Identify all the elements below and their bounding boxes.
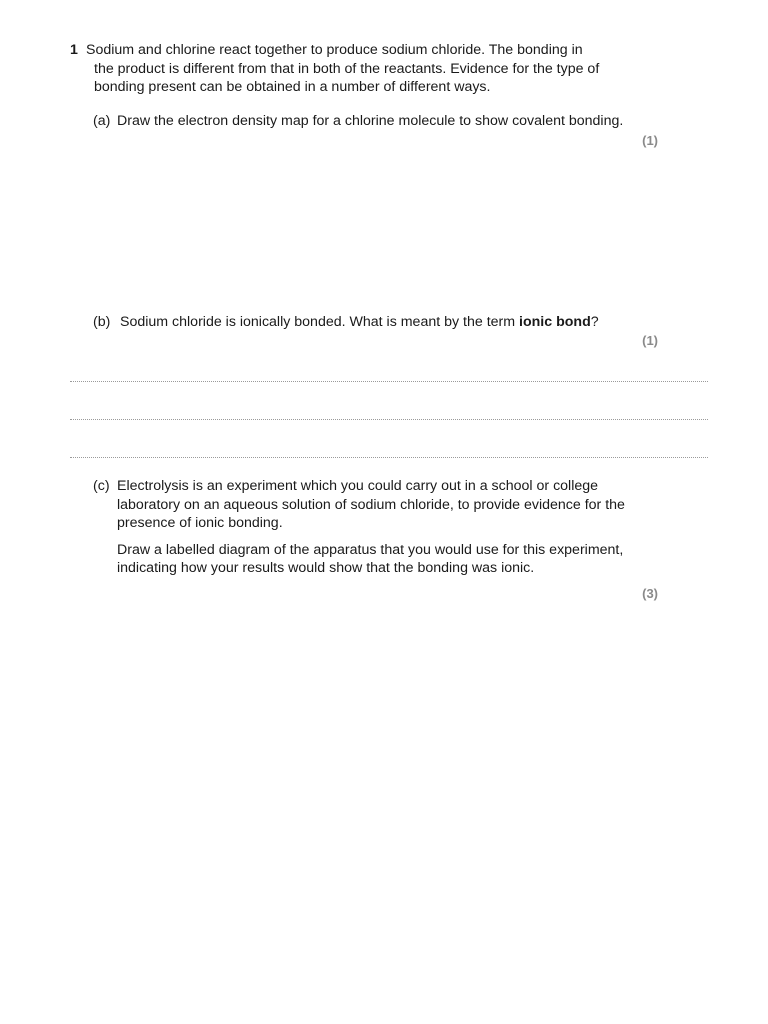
part-a-drawing-area[interactable] bbox=[70, 155, 708, 305]
part-c-marks: (3) bbox=[642, 586, 658, 601]
part-c-label: (c) bbox=[93, 478, 110, 494]
part-c-drawing-area[interactable] bbox=[70, 610, 708, 990]
part-b-text-after: ? bbox=[590, 314, 599, 330]
stem-line-1: Sodium and chlorine react together to produce sodium chloride. The bonding in bbox=[86, 42, 583, 58]
part-a-text: Draw the electron density map for a chlorine molecule to show covalent bonding. bbox=[117, 113, 624, 129]
answer-line-1[interactable] bbox=[70, 381, 708, 382]
part-b-text bbox=[120, 313, 650, 332]
part-c-para1-line-2: laboratory on an aqueous solution of sodium chloride, to provide evidence for the bbox=[117, 496, 625, 513]
question-number: 1 bbox=[70, 42, 78, 58]
part-c-para1-line-3: presence of ionic bonding. bbox=[117, 515, 283, 531]
stem-line-3: bonding present can be obtained in a number of different ways. bbox=[94, 79, 491, 95]
part-b-text-before: Sodium chloride is ionically bonded. What is meant by the term bbox=[120, 314, 520, 330]
part-c-para2-line-2: indicating how your results would show that the bonding was ionic. bbox=[117, 560, 535, 576]
part-b-marks: (1) bbox=[642, 333, 658, 348]
stem-line-2: the product is different from that in both of the reactants. Evidence for the type of bbox=[94, 60, 600, 77]
answer-line-2[interactable] bbox=[70, 419, 708, 420]
part-a-marks: (1) bbox=[642, 133, 658, 148]
part-c-text bbox=[117, 477, 647, 578]
answer-line-3[interactable] bbox=[70, 457, 708, 458]
part-c-para1-line-1: Electrolysis is an experiment which you could carry out in a school or college bbox=[117, 478, 599, 494]
part-b-label: (b) bbox=[93, 314, 111, 330]
part-c-para2-line-1: Draw a labelled diagram of the apparatus that you would use for this experiment, bbox=[117, 541, 624, 558]
part-b-term: ionic bond bbox=[519, 314, 591, 330]
question-stem bbox=[86, 41, 646, 97]
part-a-label: (a) bbox=[93, 113, 111, 129]
